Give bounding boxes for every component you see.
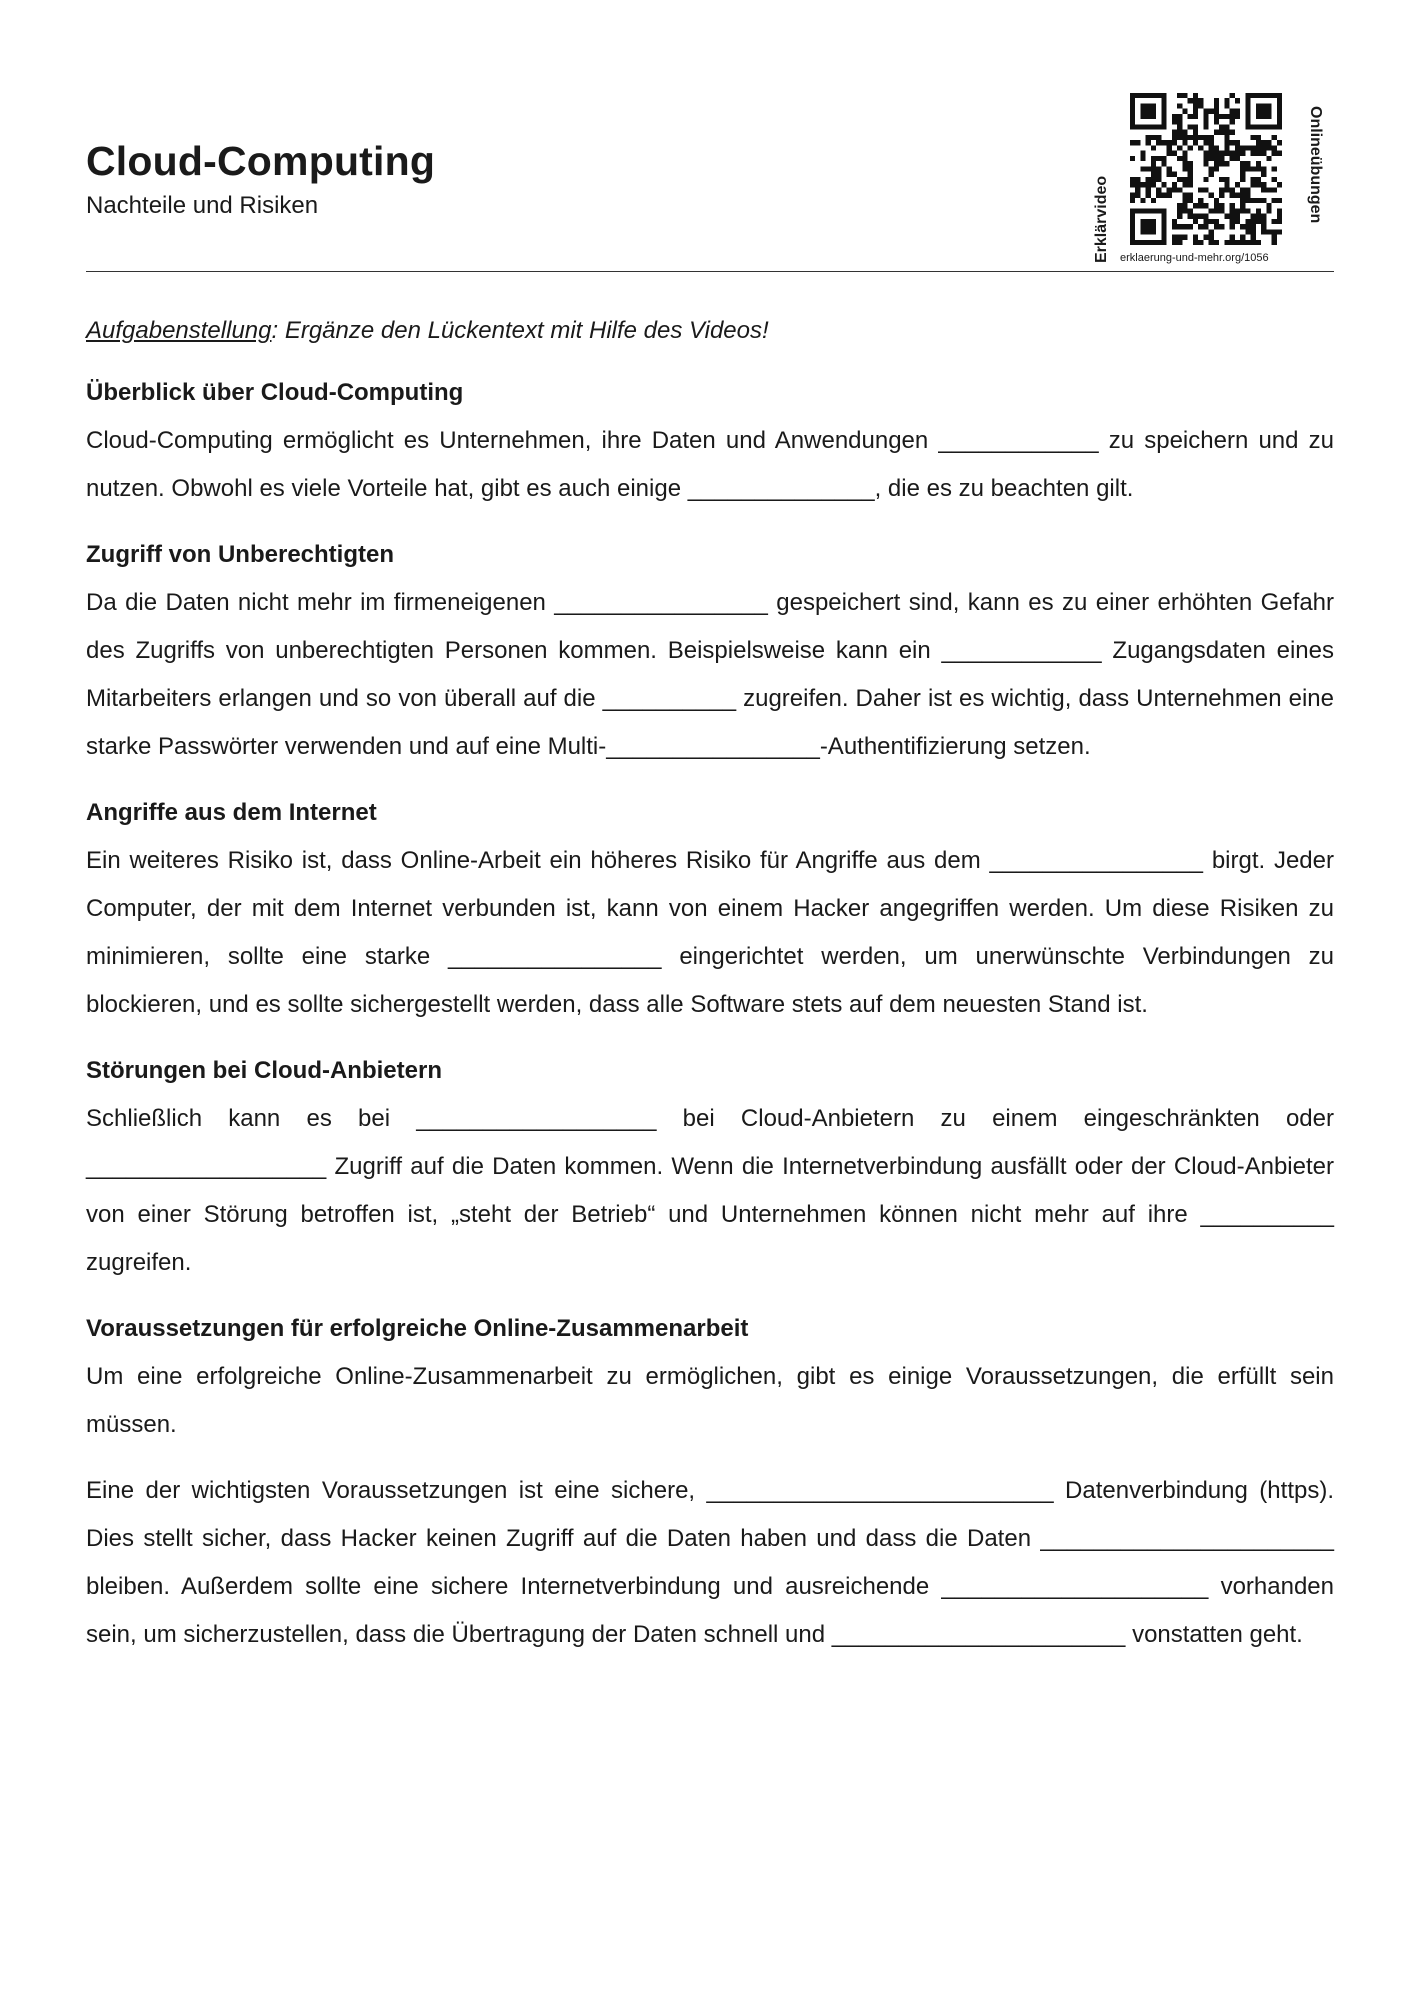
section-internet-attacks — [86, 789, 1334, 1029]
qr-label-online-exercises: Onlineübungen — [1307, 106, 1324, 224]
section-text: Um eine erfolgreiche Online-Zusammenarbeit zu ermöglichen, gibt es einige Voraussetzungen, die erfüllt sein müssen. — [86, 1363, 1334, 1438]
section-text: Da die Daten nicht mehr im firmeneigenen ________________ gespeichert sind, kann es zu einer erhöhten Gefahr des Zugriffs von unberechtigten Personen kommen. Beispielsweise kann ein ____________ Zugangsdaten eines Mitarbeiters erlangen und so von überall auf die __________ zugreifen. Daher ist es wichtig, dass Unternehmen eine starke Passwörter verwenden und auf eine Multi-________________-Authentifizierung setzen. — [86, 589, 1334, 760]
qr-url-text: erklaerung-und-mehr.org/1056 — [1120, 252, 1269, 264]
section-text: Cloud-Computing ermöglicht es Unternehmen, ihre Daten und Anwendungen ____________ zu speichern und zu nutzen. Obwohl es viele Vorteile hat, gibt es auch einige ______________, die es zu beachten gilt. — [86, 427, 1334, 502]
section-overview — [86, 369, 1334, 513]
final-paragraph: Eine der wichtigsten Voraussetzungen ist eine sichere, __________________________ Datenverbindung (https). Dies stellt sicher, dass Hacker keinen Zugriff auf die Daten haben und dass die Daten ______________________ bleiben. Außerdem sollte eine sichere Internetverbindung und ausreichende ____________________ vorhanden sein, um sicherzustellen, dass die Übertragung der Daten schnell und ______________________ vonstatten geht. — [86, 1477, 1334, 1648]
qr-code-icon[interactable] — [1130, 93, 1282, 245]
section-heading: Störungen bei Cloud-Anbietern — [86, 1057, 442, 1084]
section-unauthorized-access — [86, 531, 1334, 771]
section-text: Ein weiteres Risiko ist, dass Online-Arbeit ein höheres Risiko für Angriffe aus dem ________________ birgt. Jeder Computer, der mit dem Internet verbunden ist, kann von einem Hacker angegriffen werden. Um diese Risiken zu minimieren, sollte eine starke ________________ eingerichtet werden, um unerwünschte Verbindungen zu blockieren, und es sollte sichergestellt werden, dass alle Software stets auf dem neuesten Stand ist. — [86, 847, 1334, 1018]
section-heading: Angriffe aus dem Internet — [86, 799, 377, 826]
section-heading: Überblick über Cloud-Computing — [86, 379, 464, 406]
qr-block — [1080, 88, 1340, 278]
section-provider-outages — [86, 1047, 1334, 1287]
worksheet-content — [86, 307, 1334, 1677]
section-heading: Voraussetzungen für erfolgreiche Online-Zusammenarbeit — [86, 1315, 749, 1342]
section-heading: Zugriff von Unberechtigten — [86, 541, 394, 568]
section-text: Schließlich kann es bei __________________ bei Cloud-Anbietern zu einem eingeschränkten oder __________________ Zugriff auf die Daten kommen. Wenn die Internetverbindung ausfällt oder der Cloud-Anbieter von einer Störung betroffen ist, „steht der Betrieb“ und Unternehmen können nicht mehr auf ihre __________ zugreifen. — [86, 1105, 1334, 1276]
task-label: Aufgabenstellung — [86, 317, 272, 344]
task-text: : Ergänze den Lückentext mit Hilfe des Videos! — [271, 317, 769, 344]
header-divider — [86, 271, 1334, 272]
qr-label-explainer-video: Erklärvideo — [1093, 175, 1110, 263]
page-title: Cloud-Computing — [86, 138, 436, 184]
task-instruction — [86, 307, 1334, 355]
page-subtitle: Nachteile und Risiken — [86, 192, 319, 219]
section-requirements — [86, 1305, 1334, 1449]
